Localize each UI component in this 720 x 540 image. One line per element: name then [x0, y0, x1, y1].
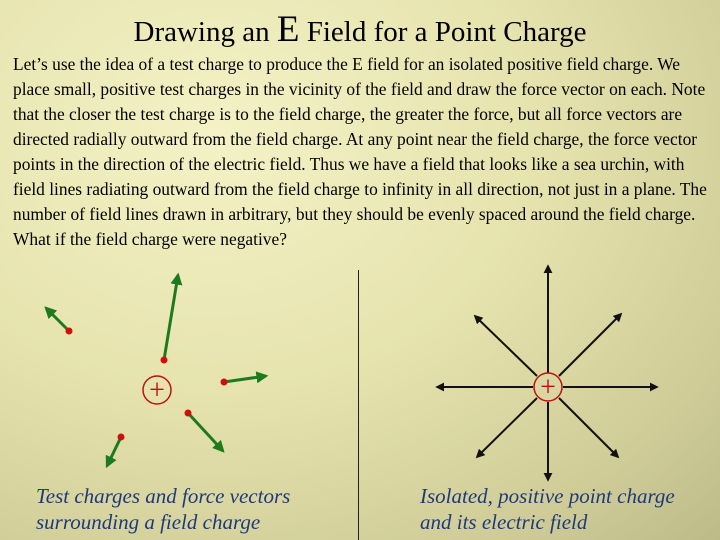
- left-caption-line1: Test charges and force vectors: [36, 484, 291, 508]
- field-line: [477, 398, 537, 457]
- left-caption: [36, 483, 290, 535]
- test-charge-vector: [46, 308, 73, 335]
- test-charge: [66, 328, 73, 335]
- test-charge: [185, 410, 192, 417]
- test-charge-vector: [185, 410, 224, 452]
- test-charge: [118, 434, 125, 441]
- test-charge-vector: [107, 434, 125, 467]
- right-caption-line2: and its electric field: [420, 510, 588, 534]
- right-diagram: [437, 266, 657, 480]
- left-field-charge-symbol: +: [149, 375, 165, 406]
- field-line: [559, 398, 618, 457]
- left-caption-line2: surrounding a field charge: [36, 510, 261, 534]
- title-pre: Drawing an: [133, 16, 270, 48]
- test-charge: [161, 357, 168, 364]
- test-charge: [221, 379, 228, 386]
- title-e-letter: E: [276, 9, 300, 50]
- test-charge-vector: [221, 376, 267, 386]
- right-caption-line1: Isolated, positive point charge: [420, 484, 675, 508]
- explanation-paragraph: Let’s use the idea of a test charge to produce the E field for an isolated positive field charge. We place small, positive test charges in the vicinity of the field and draw the force vector on each. Note that the closer the test charge is to the field charge, the greater the force, but all force vectors are directed radially outward from the field charge. At any point near the field charge, the force vector points in the direction of the electric field. Thus we have a field that looks like a sea urchin, with field lines radiating outward from the field charge to infinity in all direction, not just in a plane. The number of field lines drawn in arbitrary, but they should be evenly spaced around the field charge. What if the field charge were negative?: [13, 54, 707, 249]
- left-diagram: [46, 275, 266, 466]
- right-field-charge-symbol: +: [540, 372, 556, 403]
- title-post: Field for a Point Charge: [306, 16, 587, 48]
- field-line: [475, 316, 537, 376]
- test-charge-vector: [161, 275, 179, 364]
- field-line: [559, 314, 621, 376]
- right-caption: [420, 483, 675, 535]
